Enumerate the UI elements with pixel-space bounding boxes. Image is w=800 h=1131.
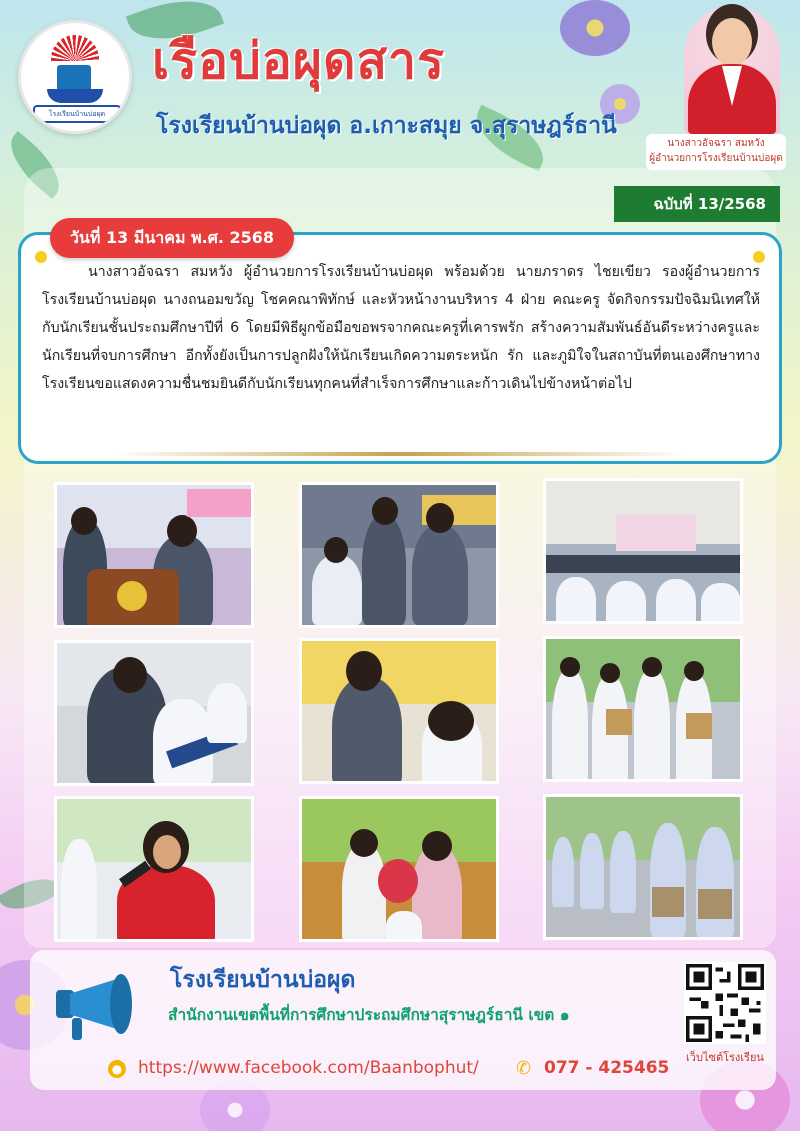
logo-ship-hull [47,89,103,103]
photo-speech-podium [54,482,254,628]
facebook-link[interactable]: https://www.facebook.com/Baanbophut/ [138,1058,479,1078]
globe-icon: ● [108,1060,126,1078]
photo-students-walking [543,794,743,940]
school-logo [18,20,132,134]
footer-education-office: สำนักงานเขตพื้นที่การศึกษาประถมศึกษาสุราษฎร์ธานี เขต ๑ [168,1006,570,1024]
photo-graduate-family [299,796,499,942]
photo-student-speaking [54,796,254,942]
logo-school-label: โรงเรียนบ้านบ่อผุด [33,105,121,123]
photo-students-with-gifts [543,636,743,782]
article-body: นางสาวอัจฉรา สมหวัง ผู้อำนวยการโรงเรียนบ้านบ่อผุด พร้อมด้วย นายภราดร ไชยเขียว รองผู้อำนวยการโรงเรียนบ้านบ่อผุด นางถนอมขวัญ โชคคณาพิทักษ์ และหัวหน้างานบริหาร 4 ฝ่าย คณะครู จัดกิจกรรมปัจฉิมนิเทศให้กับนักเรียนชั้นประถมศึกษาปีที่ 6 โดยมีพิธีผูกข้อมือขอพรจากคณะครูที่เคารพรัก สร้างความสัมพันธ์อันดีระหว่างครูและนักเรียนที่จบการศึกษา อีกทั้งยังเป็นการปลูกฝังให้นักเรียนเกิดความตระหนัก รัก และภูมิใจในสถาบันที่ตนเองศึกษาทางโรงเรียนขอแสดงความชื่นชมยินดีกับนักเรียนทุกคนที่สำเร็จการศึกษาและก้าวเดินไปข้างหน้าต่อไป [42,264,760,392]
director-title: ผู้อำนวยการโรงเรียนบ้านบ่อผุด [649,153,783,164]
megaphone-icon [48,970,138,1042]
logo-ship [57,65,91,91]
divider [112,452,688,456]
qr-code[interactable] [684,962,766,1044]
photo-hug-graduate [54,640,254,786]
photo-wrist-tying-ceremony [299,482,499,628]
footer-school-name: โรงเรียนบ้านบ่อผุด [170,967,356,993]
director-caption [646,134,786,170]
director-face [712,18,752,66]
director-photo [676,6,786,134]
qr-caption: เว็บไซต์โรงเรียน [686,1051,764,1064]
photo-teacher-blessing [299,638,499,784]
article-date: วันที่ 13 มีนาคม พ.ศ. 2568 [50,218,294,258]
newsletter-title: เรือบ่อผุดสาร [152,32,445,90]
phone-icon: ✆ [516,1058,532,1079]
decor-flower [560,0,630,56]
logo-sun-rays [51,35,99,61]
issue-number: ฉบับที่ 13/2568 [614,186,780,222]
phone-number: 077 - 425465 [544,1058,670,1078]
director-name: นางสาวอัจฉรา สมหวัง [667,138,765,149]
newsletter-subtitle: โรงเรียนบ้านบ่อผุด อ.เกาะสมุย จ.สุราษฎร์ธานี [156,113,617,139]
photo-hall-assembly [543,478,743,624]
